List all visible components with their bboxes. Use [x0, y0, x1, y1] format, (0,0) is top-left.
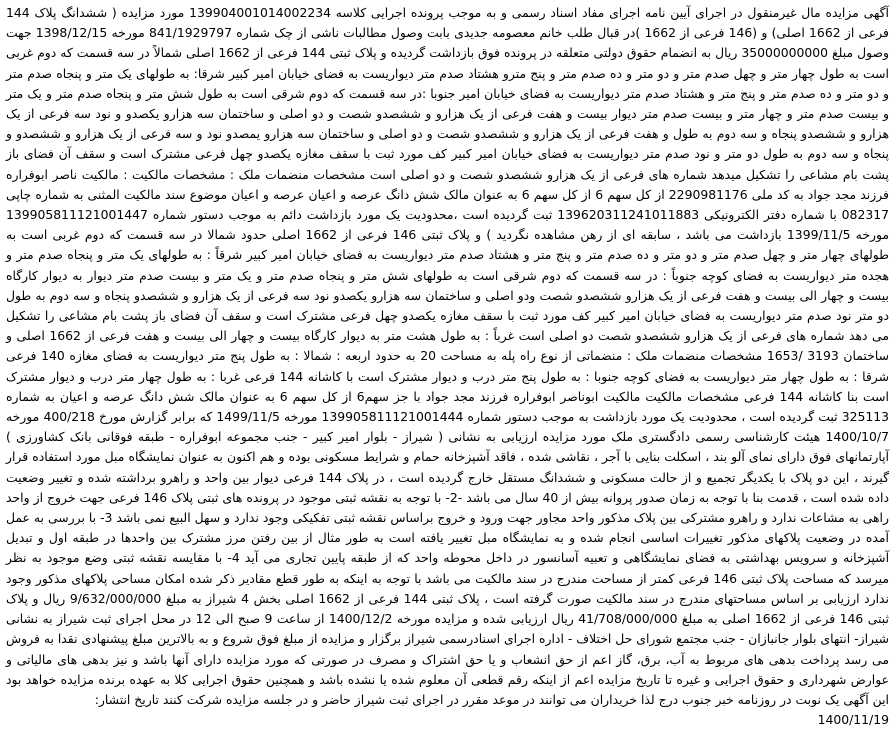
notice-body-text: آگهی مزایده مال غیرمنقول در اجرای آیین نامه اجرای مفاد اسناد رسمی و به موجب پرونده اجرایی کلاسه 139904001014002234 مورد مزایده ( ششدانگ پلاک 144 فرعی از 1662 اصلی) و (146 فرعی از 1662 )در قبال طلب خانم معصومه جدیدی بابت وصول مطالبات ناشی از چک شماره 841/1929797 مورخه 1398/12/15 جهت وصول مبلغ 35000000000 ریال به انضمام حقوق دولتی متعلقه در پرونده فوق بازداشت گردیده و پلاک ثبتی 144 فرعی از 1662 اصلی شمالاً در سه قسمت که دوم غربی است به طول چهار متر و چهل صدم متر و دو متر و ده صدم متر و پنج مترو هشتاد صدم متر دیواریست به فضای خیابان امیر کبیر شرقا: به طولهای یک متر و پنجاه صدم متر و دو متر و ده صدم متر و پنج متر و هشتاد صدم متر دیواریست به فضای خیابان امیر جنوبا :در سه قسمت که دوم شرقی است به طول شش متر و پنجاه صدم متر و یک متر و بیست صدم متر و چهار متر و بیست صدم متر دیوار بیست و هفت فرعی از یک هزارو و ششصدو شصت و دو اصلی و ساختمان سه هزارو یکصدو و نود سه فرعی از یک هزارو و ششصدو پنجاه و سه دوم به طول و هفت فرعی از یک هزارو و ششصدو شصت و دو اصلی و ساختمان سه هزارو یمصدو نود و سه فرعی از یک هزارو و ششصدو و پنجاه و سه دوم به طول دو متر و نود صدم متر دیواریست به فضای خیابان امیر کبیر کف مورد ثبت با سقف مغازه یکصدو چهل فرعی مشترک است و سقف آن فضای باز پشت بام مشاعی را تشکیل میدهد شماره های فرعی از یک هزارو ششصدو شصت و دو اصلی است مشخصات منضمات ملک : مشخصات مالکیت : مالکیت ناصر ابوفراره فرزند مجد جواد به کد ملی 2290981176 از کل سهم 6 از کل سهم 6 به عنوان مالک شش دانگ عرصه و اعیان عرصه و اعیان موضوع سند مالکیت المثنی به شماره چاپی 082317 با شماره دفتر الکترونیکی 139620311241011883 ثبت گردیده است ،محدودیت یک مورد بازداشت دائم به موجب دستور شماره 139905811121001447 مورخه 1399/11/5 بازداشت می باشد ، سابقه ای از رهن مشاهده نگردید ) و پلاک ثبتی 146 فرعی از 1662 اصلی حدود شمالا در سه قسمت که دوم غربی است به طولهای چهار متر و چهل صدم متر و دو متر و ده صدم متر و پنج متر و هشتاد صدم متر دیواریست به فضای خیابان امیر کبیر شرقاً : به طولهای یک متر و پنجاه صدم متر و هجده متر دیواریست به فضای کوچه جنوباً : در سه قسمت که دوم شرقی است به طولهای شش متر و پنجاه صدم متر و یک متر و بیست صدم متر دیوار به دیوار کارگاه بیست و چهار الی بیست و هفت فرعی از یک هزارو ششصدو شصت ودو اصلی و ساختمان سه هزارو یکصدو نود سه فرعی از یک هزارو و ششصدو پنجاه و سه دوم به طول دو متر نود صدم متر دیواریست به فضای خیابان امیر کبیر کف مورد ثبت با سقف مغازه یکصدو چهل فرعی مشترک است و سقف آن فضای باز پشت بام مشاعی را تشکیل می دهد شماره های فرعی از یک هزارو ششصدو شصت دو اصلی است غرباً : به طول هشت متر به دیوار کارگاه بیست و چهار الی بیست و هفت فرعی از 1662 اصلی و ساختمان 3193 /1653 مشخصات منضمات ملک : منضماتی از نوع راه پله به مساحت 20 به حدود اربعه : شمالا : به طول پنج متر دیواریست به فضای مغازه 140 فرعی شرقا : به طول چهار متر دیواریست به فضای کوچه جنوبا : به طول پنج متر درب و دیوار مشترک است با کاشانه 144 فرعی غربا : به طول چهار متر درب و دیوار مشترک است بنا کاشانه 144 فرعی مشخصات مالکیت مالکیت ابوناصر ابوفراره فرزند مجد جواد با جز سهم6 از کل سهم 6 به عنوان مالک شش دانگ عرصه و اعیان به شماره 325113 ثبت گردیده است ، محدودیت یک مورد بازداشت به موجب دستور شماره 139905811121001444 مورخه 1499/11/5 که برابر گزارش مورخ 400/218 مورخه 1400/10/7 هیئت کارشناسی رسمی دادگستری ملک مورد مزایده ارزیابی به نشانی ( شیراز - بلوار امیر کبیر - جنب مجموعه ابوفراره - طبقه فوقانی بانک کشاورزی ) آپارتمانهای فوق دارای نمای آلو بند ، اسکلت بنایی با آجر ، نقاشی شده ، فاقد آشپزخانه حمام و شرایط مسکونی بوده و هم اکنون به عنوان نمایشگاه مبل مورد استفاده قرار گیرند ، این دو پلاک با یکدیگر تجمیع و از حالت مسکونی و ششدانگ مستقل خارج گردیده است ، در پلاک 144 فرعی دیوار بین واحد و راهرو برداشته شده و تغییر وضعیت داده شده است ، قدمت بنا با توجه به زمان صدور پروانه بیش از 40 سال می باشد -2- با توجه به نقشه ثبتی موجود در پرونده های ثبتی پلاک 146 فرعی جهت خروج از واحد راهی به مشاعات ندارد و راهرو مشترکی بین پلاک مذکور واحد مجاور جهت ورود و خروج براساس نقشه ثبتی تفکیکی وجود ندارد و سهل البیع نمی باشد 3- با بررسی به عمل آمده در وضعیت پلاکهای مذکور تغییرات اساسی انجام شده و به نمایشگاه مبل تغییر یافته است به طور مثال از بین رفتن مرز مشترک بین واحدها در طبقه اول و تبدیل آشپزخانه و سرویس بهداشتی به فضای نمایشگاهی و تعبیه آسانسور در داخل محوطه واحد که از طبقه پایین تجاری می آید 4- با مقایسه نقشه ثبتی وضع موجود به نظر میرسد که مساحت پلاک ثبتی 146 فرعی کمتر از مساحت مندرج در سند مالکیت می باشد با توجه به اینکه به طور قطع مقادیر ذکر شده امکان مساحی پلاکهای مذکور وجود ندارد ارزیابی بر اساس مساحتهای مندرج در سند مالکیت صورت گرفته است ، پلاک ثبتی 144 فرعی از 1662 اصلی بخش 4 شیراز به مبلغ 9/632/000/000 ریال و پلاک ثبتی 146 فرعی از 1662 اصلی به مبلغ 41/708/000/000 ریال ارزیابی شده و مزایده مورخه 1400/12/2 از ساعت 9 صبح الی 12 در محل اجرای ثبت شیراز به نشانی شیراز- انتهای بلوار جانبازان - جنب مجتمع شورای حل اختلاف - اداره اجرای اسنادرسمی شیراز برگزار و مزایده از مبلغ فوق شروع و به بالاترین مبلغ پیشنهادی نقدا به فروش می رسد پرداخت بدهی های مربوط به آب، برق، گاز اعم از حق انشعاب و یا حق اشتراک و مصرف در صورتی که مورد مزایده دارای آنها باشد و نیز بدهی های مالیاتی و عوارض شهرداری و حقوق اجرایی و غیره تا تاریخ مزایده اعم از اینکه رقم قطعی آن معلوم شده یا نشده باشد و همچنین حقوق اجرایی کلا به عهده برنده مزایده خواهد بود این آگهی یک نوبت در روزنامه خبر جنوب درج لذا خریداران می توانند در موعد مقرر در اجرای ثبت شیراز حاضر و در جلسه مزایده شرکت کنند تاریخ انتشار: — [6, 5, 890, 707]
publication-date: 1400/11/19 — [817, 712, 889, 728]
